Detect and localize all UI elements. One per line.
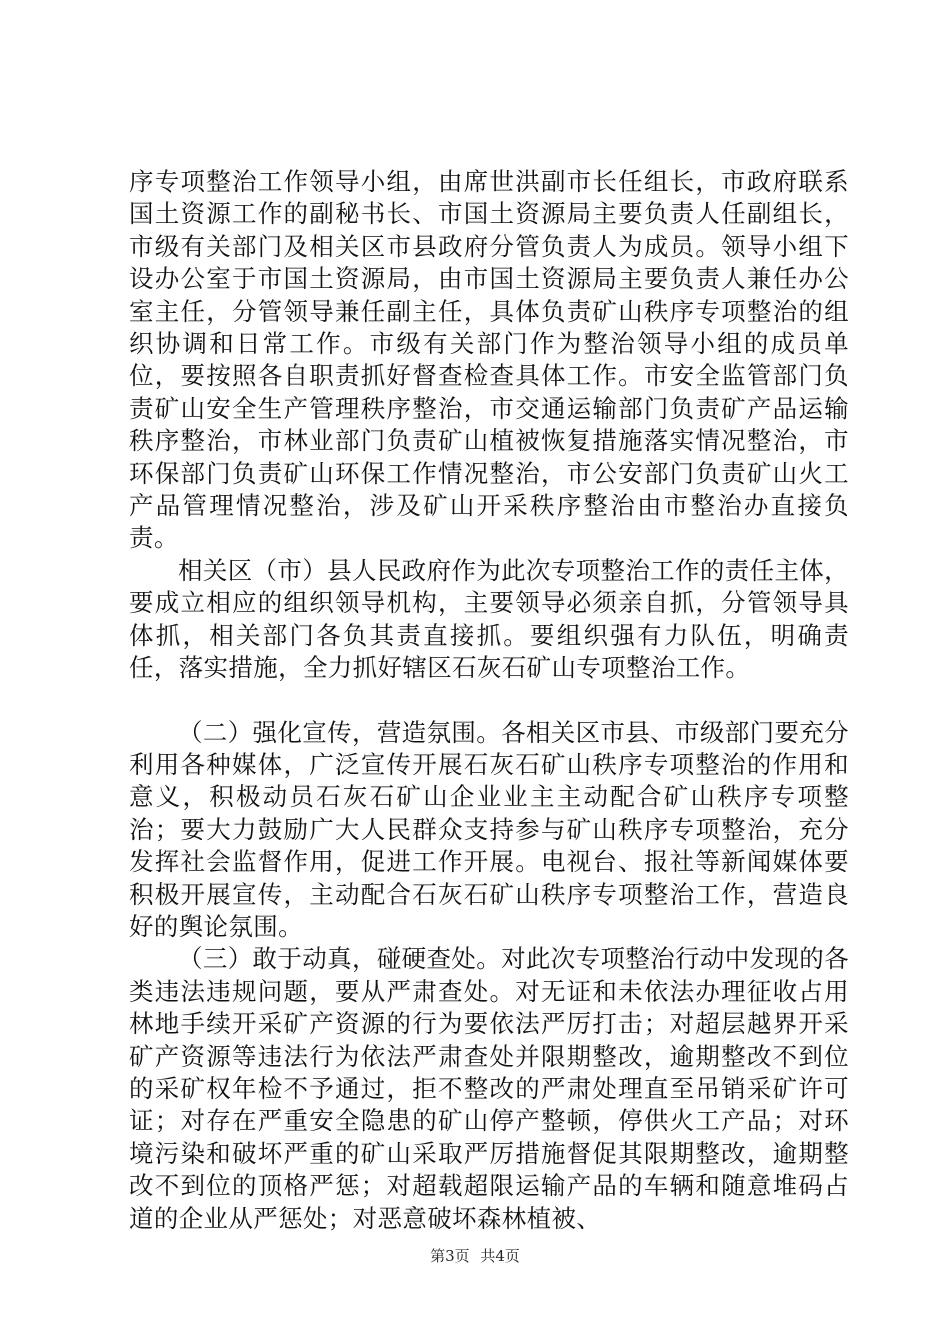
paragraph-leadership-group: 序专项整治工作领导小组，由席世洪副市长任组长，市政府联系国土资源工作的副秘书长、市国土资源局主要负责人任副组长，市级有关部门及相关区市县政府分管负责人为成员。领导小组下设办公室于市国土资源局，由市国土资源局主要负责人兼任办公室主任，分管领导兼任副主任，具体负责矿山秩序专项整治的组织协调和日常工作。市级有关部门作为整治领导小组的成员单位，要按照各自职责抓好督查检查具体工作。市安全监管部门负责矿山安全生产管理秩序整治，市交通运输部门负责矿产品运输秩序整治，市林业部门负责矿山植被恢复措施落实情况整治，市环保部门负责矿山环保工作情况整治，市公安部门负责矿山火工产品管理情况整治，涉及矿山开采秩序整治由市整治办直接负责。 [129,167,849,553]
page-number: 第3页 [430,1247,470,1265]
paragraph-enforcement: （三）敢于动真，碰硬查处。对此次专项整治行动中发现的各类违法违规问题，要从严肃查处。对无证和未依法办理征收占用林地手续开采矿产资源的行为要依法严厉打击；对超层越界开采矿产资源等违法行为依法严肃查处并限期整改，逾期整改不到位的采矿权年检不予通过，拒不整改的严肃处理直至吊销采矿许可证；对存在严重安全隐患的矿山停产整顿，停供火工产品；对环境污染和破坏严重的矿山采取严厉措施督促其限期整改，逾期整改不到位的顶格严惩；对超载超限运输产品的车辆和随意堆码占道的企业从严惩处；对恶意破坏森林植被、 [129,944,849,1233]
paragraph-local-government: 相关区（市）县人民政府作为此次专项整治工作的责任主体，要成立相应的组织领导机构，主要领导必须亲自抓，分管领导具体抓，相关部门各负其责直接抓。要组织强有力队伍，明确责任，落实措施，全力抓好辖区石灰石矿山专项整治工作。 [129,555,849,683]
paragraph-publicity: （二）强化宣传，营造氛围。各相关区市县、市级部门要充分利用各种媒体，广泛宣传开展石灰石矿山秩序专项整治的作用和意义，积极动员石灰石矿山企业业主主动配合矿山秩序专项整治；要大力鼓励广大人民群众支持参与矿山秩序专项整治，充分发挥社会监督作用，促进工作开展。电视台、报社等新闻媒体要积极开展宣传，主动配合石灰石矿山秩序专项整治工作，营造良好的舆论氛围。 [129,717,849,941]
page-total: 共4页 [480,1247,520,1265]
paragraph-gap [129,685,849,717]
page-footer [0,1246,950,1266]
document-body [129,166,849,1235]
